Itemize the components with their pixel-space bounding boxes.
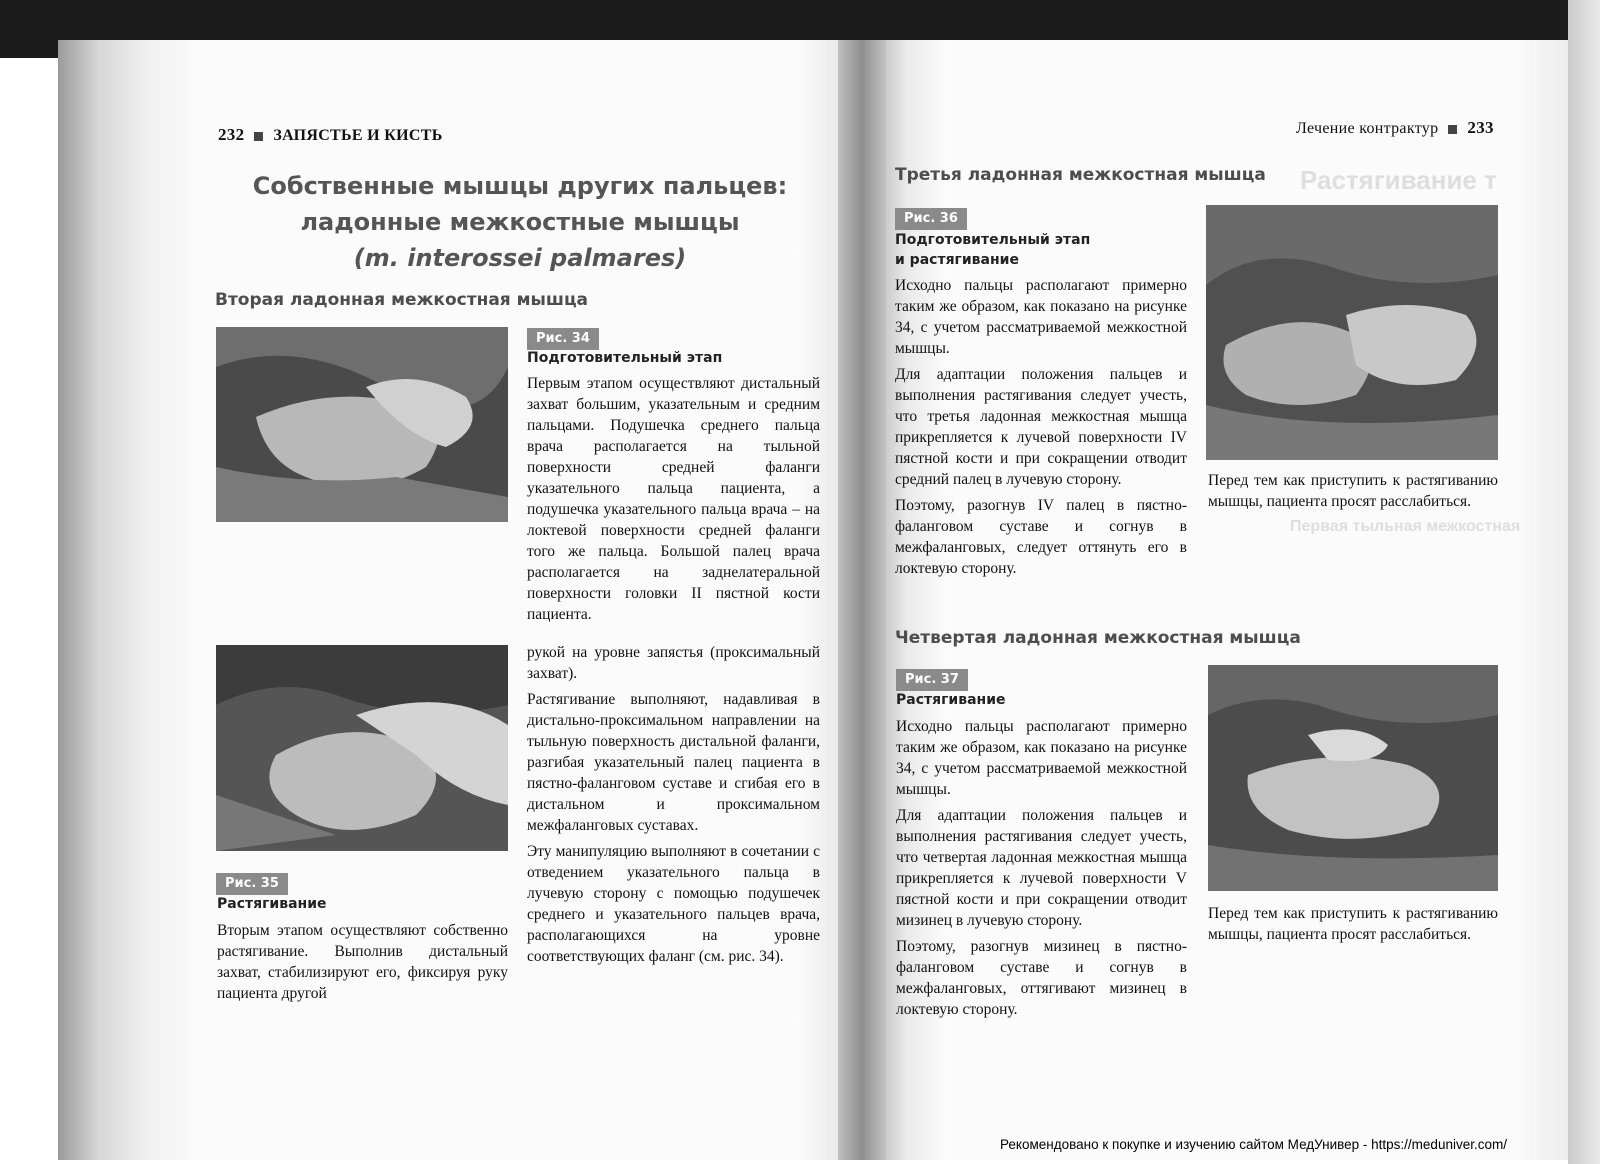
title-line: Собственные мышцы других пальцев: xyxy=(252,172,788,200)
scan-border-right xyxy=(1568,0,1600,1164)
figure-label: Рис. 34 xyxy=(527,328,599,350)
paragraph: Перед тем как приступить к растягиванию мышцы, пациента просят расслабиться. xyxy=(1208,905,1498,943)
figure-34-text xyxy=(527,373,820,630)
book-gutter xyxy=(838,40,886,1160)
figure-37-text xyxy=(896,716,1187,1025)
figure-caption: Подготовительный этап xyxy=(527,350,723,366)
figure-35-text xyxy=(217,920,508,1009)
left-column-continued xyxy=(527,642,820,972)
square-bullet-icon xyxy=(1448,125,1457,134)
paragraph: Исходно пальцы располагают примерно таким же образом, как показано на рисунке 34, с учетом рассматриваемой межкостной мышцы. xyxy=(895,277,1187,357)
site-footer: Рекомендовано к покупке и изучению сайтом МедУнивер - https://meduniver.com/ xyxy=(1000,1137,1507,1152)
page-number: 233 xyxy=(1467,118,1494,137)
subsection-title: Вторая ладонная межкостная мышца xyxy=(215,290,589,310)
title-latin: (m. interossei palmares) xyxy=(353,244,687,272)
bleed-through-text: Первая тыльная межкостная xyxy=(1290,518,1521,535)
chapter-title: Лечение контрактур xyxy=(1296,120,1439,137)
figure-36-text xyxy=(895,275,1187,584)
paragraph: Поэтому, разогнув IV палец в пястно-фаланговом суставе и согнув в межфаланговых, следует оттянуть его в локтевую сторону. xyxy=(895,497,1187,577)
bleed-through-text: Растягивание т xyxy=(1300,165,1497,195)
right-running-head xyxy=(1296,118,1494,138)
figure-36-side-note xyxy=(1208,470,1498,517)
figure-label: Рис. 36 xyxy=(895,208,967,230)
figure-36-photo xyxy=(1206,205,1498,460)
figure-label: Рис. 35 xyxy=(216,873,288,895)
paragraph: Для адаптации положения пальцев и выполнения растягивания следует учесть, что третья ладонная межкостная мышца прикрепляется к лучевой поверхности IV пястной кости и при сокращении отводит средний палец в лучевую сторону. xyxy=(895,366,1187,488)
figure-caption: Растягивание xyxy=(896,692,1006,708)
page-number: 232 xyxy=(218,125,245,144)
paragraph: рукой на уровне запястья (проксимальный захват). xyxy=(527,644,820,682)
subsection-title: Четвертая ладонная межкостная мышца xyxy=(895,628,1301,648)
caption-line: и растягивание xyxy=(895,252,1019,268)
figure-34-photo xyxy=(216,327,508,522)
paragraph: Перед тем как приступить к растягиванию мышцы, пациента просят расслабиться. xyxy=(1208,472,1498,510)
figure-35-photo xyxy=(216,645,508,851)
caption-line: Подготовительный этап xyxy=(895,232,1091,248)
paragraph: Поэтому, разогнув мизинец в пястно-фаланговом суставе и согнув в межфаланговых, оттягивают мизинец в локтевую сторону. xyxy=(896,938,1187,1018)
figure-37-photo xyxy=(1208,665,1498,891)
chapter-title: ЗАПЯСТЬЕ И КИСТЬ xyxy=(273,127,443,144)
paragraph: Для адаптации положения пальцев и выполнения растягивания следует учесть, что четвертая ладонная межкостная мышца прикрепляется к лучевой поверхности V пястной кости и при сокращении отводит мизинец в лучевую сторону. xyxy=(896,807,1187,929)
paragraph: Исходно пальцы располагают примерно таким же образом, как показано на рисунке 34, с учетом рассматриваемой межкостной мышцы. xyxy=(896,718,1187,798)
paragraph: Первым этапом осуществляют дистальный захват большим, указательным и средним пальцами. Подушечка среднего пальца врача располагается на тыльной поверхности средней фаланги указательного пальца пациента, а подушечка указательного пальца врача – на локтевой поверхности средней фаланги того же пальца. Большой палец врача располагается на заднелатеральной поверхности головки II пястной кости пациента. xyxy=(527,375,820,623)
figure-caption xyxy=(895,230,1090,270)
square-bullet-icon xyxy=(254,132,263,141)
section-title xyxy=(220,168,820,276)
title-line: ладонные межкостные мышцы xyxy=(300,208,740,236)
paragraph: Растягивание выполняют, надавливая в дистально-проксимальном направлении на тыльную поверхность дистальной фаланги, разгибая указательный палец пациента в пястно-фаланговом суставе и сгибая его в дистальном и проксимальном межфаланговых суставах. xyxy=(527,691,820,834)
paragraph: Вторым этапом осуществляют собственно растягивание. Выполнив дистальный захват, стабилизируют его, фиксируя руку пациента другой xyxy=(217,922,508,1002)
left-running-head xyxy=(218,125,443,145)
paragraph: Эту манипуляцию выполняют в сочетании с отведением указательного пальца в лучевую сторону с помощью подушечек среднего и указательного пальцев врача, располагающихся на уровне соответствующих фаланг (см. рис. 34). xyxy=(527,843,820,965)
figure-label: Рис. 37 xyxy=(896,669,968,691)
figure-37-side-note xyxy=(1208,903,1498,950)
figure-caption: Растягивание xyxy=(217,896,327,912)
subsection-title: Третья ладонная межкостная мышца xyxy=(895,165,1266,185)
